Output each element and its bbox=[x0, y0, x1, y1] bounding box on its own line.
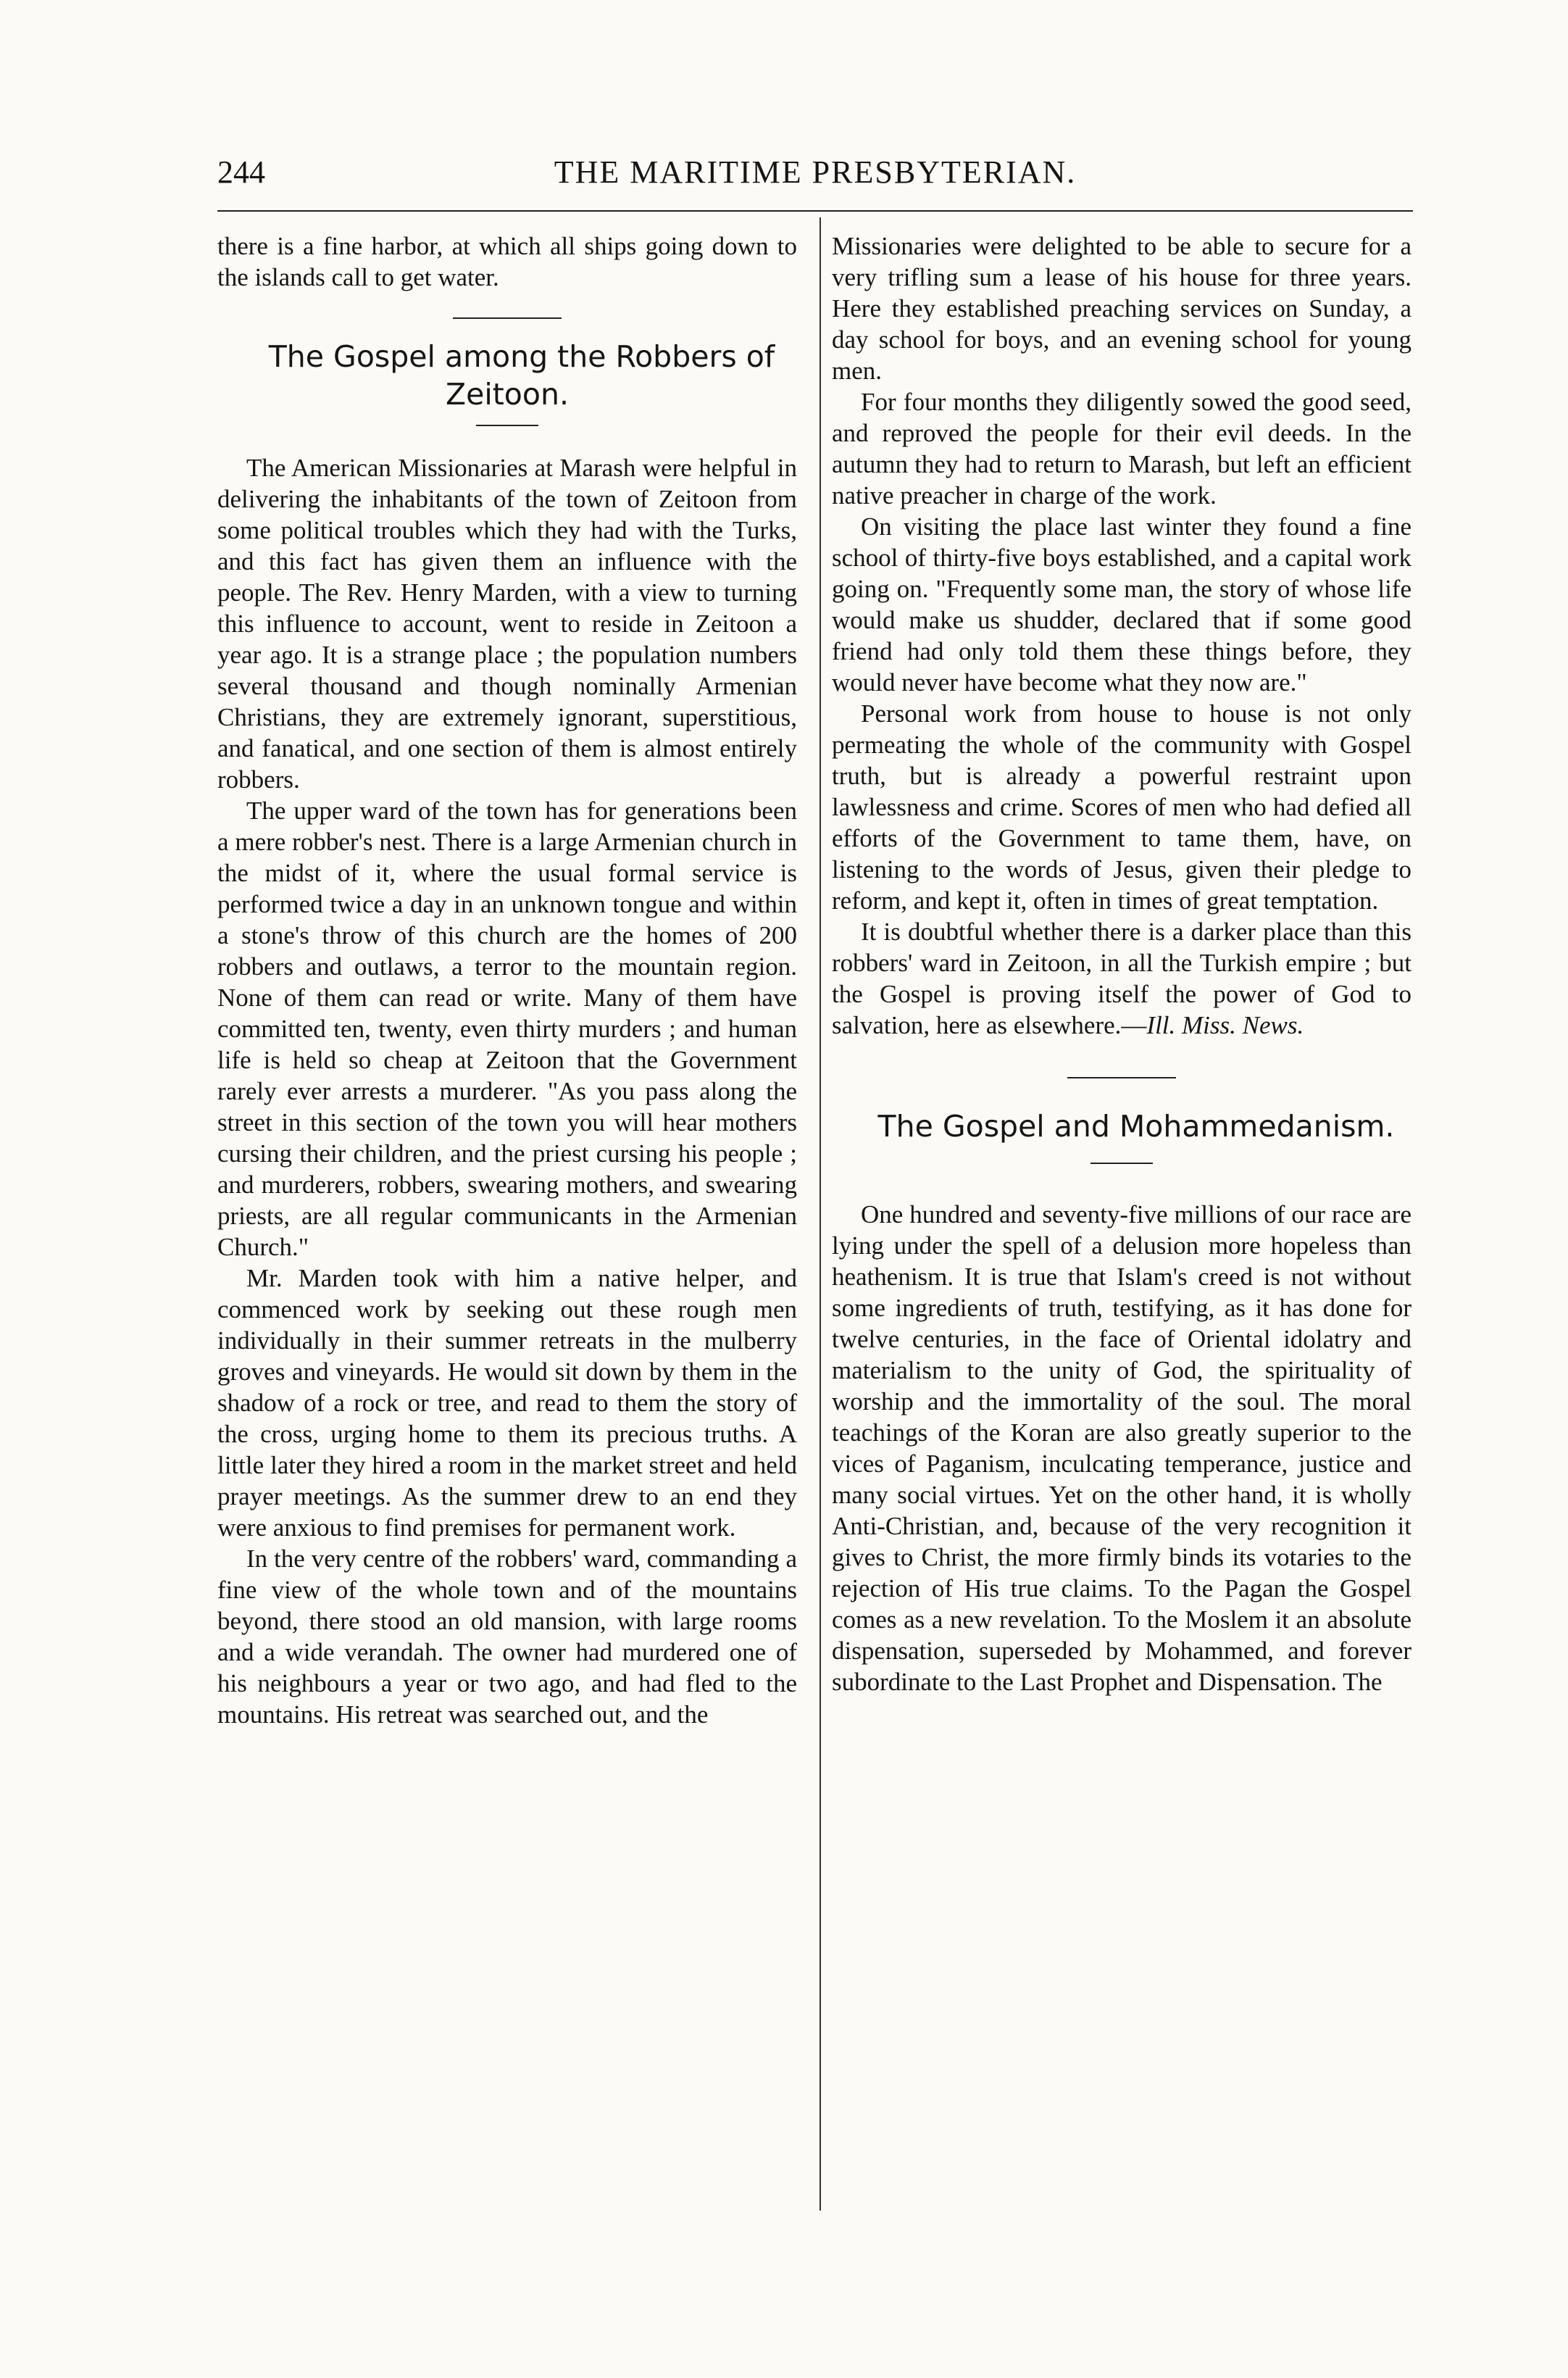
page-header bbox=[217, 154, 1413, 197]
title-rule bbox=[476, 425, 538, 426]
column-divider bbox=[820, 217, 821, 2211]
title-rule bbox=[1090, 1163, 1153, 1164]
paragraph: One hundred and seventy-five millions of our race are lying under the spell of a delusion more hopeless than heathenism. It is true that Islam's creed is not without some ingredients of truth, testifying, as it has done for twelve centuries, in the face of Oriental idolatry and materialism to the unity of God, the spirituality of worship and the immortality of the soul. The moral teachings of the Koran are also greatly superior to the vices of Paganism, inculcating temperance, justice and many social virtues. Yet on the other hand, it is wholly Anti-Christian, and, because of the very recognition it gives to Christ, the more firmly binds its votaries to the rejection of His true claims. To the Pagan the Gospel comes as a new revelation. To the Moslem it an absolute dispensation, superseded by Mohammed, and forever subordinate to the Last Prophet and Dispensation. The bbox=[832, 1200, 1411, 1696]
section-rule bbox=[453, 317, 562, 319]
paragraph: Mr. Marden took with him a native helper, and commenced work by seeking out these rough men individually in their summer retreats in the mulberry groves and vineyards. He would sit down by them in the shadow of a rock or tree, and read to them the story of the cross, urging home to them its precious truths. A little later they hired a room in the market street and held prayer meetings. As the summer drew to an end they were anxious to find premises for permanent work. bbox=[217, 1264, 797, 1542]
page-number: 244 bbox=[217, 154, 265, 190]
article-title-zeitoon: The Gospel among the Robbers of Zeitoon. bbox=[268, 339, 775, 412]
article-title-mohammedanism: The Gospel and Mohammedanism. bbox=[877, 1109, 1395, 1144]
right-column bbox=[832, 230, 1411, 1697]
paragraph: The American Missionaries at Marash were helpful in delivering the inhabitants of the town of Zeitoon from some political troubles which they had with the Turks, and this fact has given them an influence with the people. The Rev. Henry Marden, with a view to turning this influence to account, went to reside in Zeitoon a year ago. It is a strange place ; the population numbers several thousand and though nominally Armenian Christians, they are extremely ignorant, superstitious, and fanatical, and one section of them is almost entirely robbers. bbox=[217, 454, 797, 794]
closing-paragraph bbox=[832, 916, 1411, 1041]
paragraph: On visiting the place last winter they found a fine school of thirty-five boys established, and a capital work going on. "Frequently some man, the story of whose life would make us shudder, declared that if some good friend had only told them these things before, they would never have become what they now are." bbox=[832, 512, 1411, 697]
paragraph: The upper ward of the town has for generations been a mere robber's nest. There is a large Armenian church in the midst of it, where the usual formal service is performed twice a day in an unknown tongue and within a stone's throw of this church are the homes of 200 robbers and outlaws, a terror to the mountain region. None of them can read or write. Many of them have committed ten, twenty, even thirty murders ; and human life is held so cheap at Zeitoon that the Government rarely ever arrests a murderer. "As you pass along the street in this section of the town you will hear mothers cursing their children, and the priest cursing his people ; and murderers, robbers, swearing mothers, and swearing priests, are all regular communicants in the Armenian Church." bbox=[217, 797, 797, 1261]
continued-text: there is a fine harbor, at which all ships going down to the islands call to get water. bbox=[217, 232, 797, 291]
paragraph: For four months they diligently sowed the good seed, and reproved the people for their evil deeds. In the autumn they had to return to Marash, but left an efficient native preacher in charge of the work. bbox=[832, 388, 1411, 510]
closing-text: It is doubtful whether there is a darker place than this robbers' ward in Zeitoon, in all the Turkish empire ; but the Gospel is proving itself the power of God to salvation, here as elsewhere.— bbox=[832, 918, 1411, 1039]
running-title: THE MARITIME PRESBYTERIAN. bbox=[554, 154, 1077, 190]
left-column bbox=[217, 230, 797, 1730]
paragraph: Missionaries were delighted to be able to secure for a very trifling sum a lease of his house for three years. Here they established preaching services on Sunday, a day school for boys, and an evening school for young men. bbox=[832, 232, 1411, 385]
section-rule bbox=[1067, 1077, 1176, 1078]
paragraph: Personal work from house to house is not only permeating the whole of the community with Gospel truth, but is already a powerful restraint upon lawlessness and crime. Scores of men who had defied all efforts of the Government to tame them, have, on listening to the words of Jesus, given their pledge to reform, and kept it, often in times of great temptation. bbox=[832, 699, 1411, 915]
source-citation: Ill. Miss. News. bbox=[1146, 1011, 1304, 1039]
paragraph: In the very centre of the robbers' ward, commanding a fine view of the whole town and of the mountains beyond, there stood an old mansion, with large rooms and a wide verandah. The owner had murdered one of his neighbours a year or two ago, and had fled to the mountains. His retreat was searched out, and the bbox=[217, 1545, 797, 1729]
header-rule bbox=[217, 210, 1413, 212]
